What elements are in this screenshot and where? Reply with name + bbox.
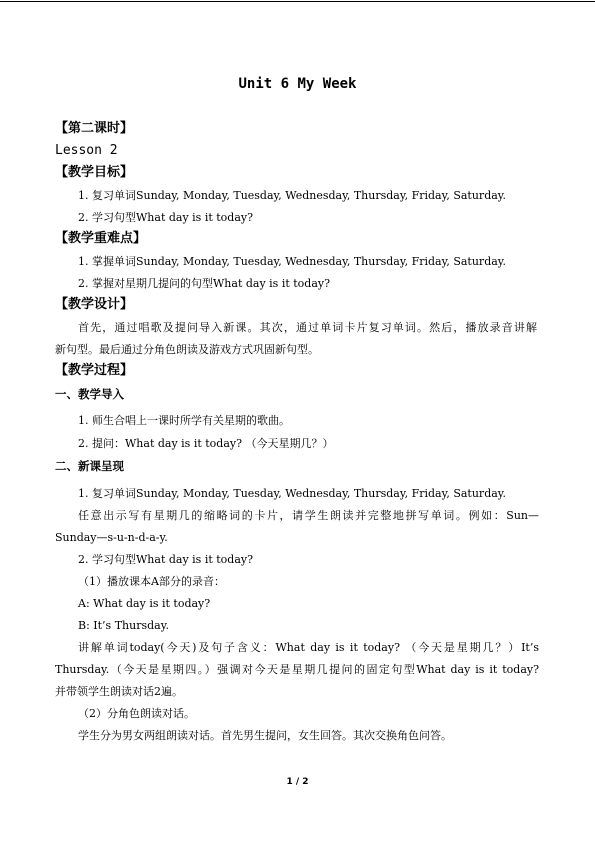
key-point-item-2: 2. 掌握对星期几提问的句型What day is it today? (78, 277, 331, 290)
intro-item-2: 2. 提问：What day is it today? （今天星期几？） (78, 437, 334, 450)
explanation-line-2: Thursday.（今天是星期四。）强调对今天是星期几提问的固定句型What day is it today? (55, 663, 539, 676)
step-2-paragraph: 学生分为男女两组朗读对话。首先男生提问，女生回答。其次交换角色问答。 (78, 729, 452, 742)
design-paragraph-line-1: 首先，通过唱歌及提问导入新课。其次，通过单词卡片复习单词。然后，播放录音讲解 (78, 321, 537, 334)
presentation-paragraph-line-1: 任意出示写有星期几的缩略词的卡片，请学生朗读并完整地拼写单词。例如：Sun— (78, 509, 539, 522)
presentation-item-2: 2. 学习句型What day is it today? (78, 553, 254, 566)
dialogue-line-b: B: It’s Thursday. (78, 619, 169, 632)
section-heading-process: 【教学过程】 (55, 363, 134, 378)
top-rule (0, 1, 595, 2)
subheading-presentation: 二、新课呈现 (55, 459, 124, 473)
explanation-line-1: 讲解单词today(今天)及句子含义：What day is it today? （今天是星期几？）It’s (78, 641, 539, 654)
intro-item-1: 1. 师生合唱上一课时所学有关星期的歌曲。 (78, 414, 290, 427)
step-2-label: （2）分角色朗读对话。 (78, 707, 195, 720)
section-heading-second-lesson: 【第二课时】 (55, 121, 134, 136)
explanation-line-3: 并带领学生朗读对话2遍。 (55, 685, 183, 698)
presentation-item-1: 1. 复习单词Sunday, Monday, Tuesday, Wednesday, Thursday, Friday, Saturday. (78, 487, 507, 500)
key-point-item-1: 1. 掌握单词Sunday, Monday, Tuesday, Wednesday, Thursday, Friday, Saturday. (78, 255, 507, 268)
dialogue-line-a: A: What day is it today? (78, 597, 211, 610)
section-heading-design: 【教学设计】 (55, 297, 134, 312)
page-number: 1 / 2 (286, 777, 309, 787)
step-1-label: （1）播放课本A部分的录音： (78, 575, 225, 588)
objective-item-1: 1. 复习单词Sunday, Monday, Tuesday, Wednesday, Thursday, Friday, Saturday. (78, 189, 507, 202)
subheading-introduction: 一、教学导入 (55, 387, 124, 401)
document-title: Unit 6 My Week (238, 76, 357, 92)
section-heading-key-points: 【教学重难点】 (55, 231, 147, 246)
lesson-label: Lesson 2 (55, 143, 118, 158)
section-heading-objectives: 【教学目标】 (55, 165, 134, 180)
design-paragraph-line-2: 新句型。最后通过分角色朗读及游戏方式巩固新句型。 (55, 343, 319, 356)
presentation-paragraph-line-2: Sunday—s-u-n-d-a-y. (55, 531, 168, 544)
objective-item-2: 2. 学习句型What day is it today? (78, 211, 254, 224)
